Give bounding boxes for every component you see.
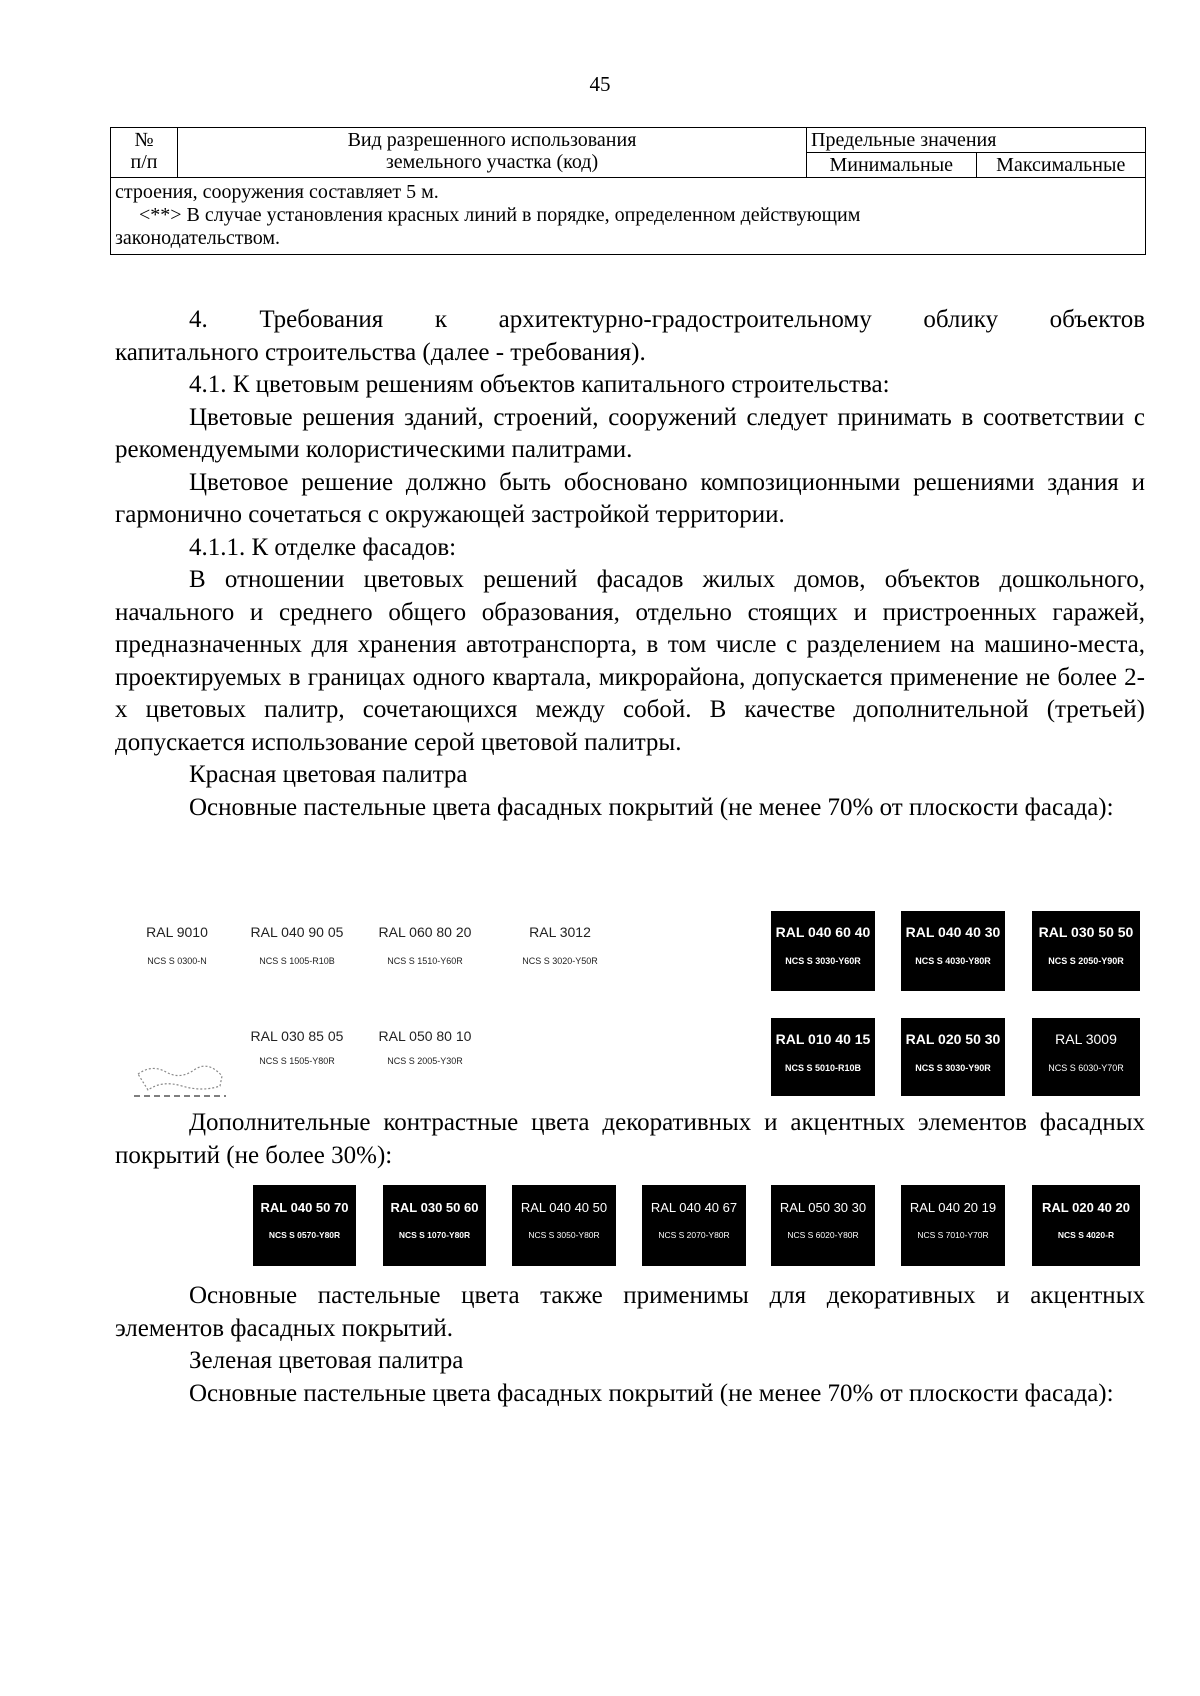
- paragraph-requirements-cont: капитального строительства (далее - требования).: [115, 338, 646, 366]
- swatch-main-7: RAL 030 50 50 NCS S 2050-Y90R: [1032, 911, 1140, 991]
- paragraph-green-pastel: Основные пастельные цвета фасадных покрытий (не менее 70% от плоскости фасада):: [189, 1379, 1114, 1407]
- swatch-main-2: RAL 040 90 05 NCS S 1005-R10B: [242, 923, 352, 983]
- swatch-main-3: RAL 060 80 20 NCS S 1510-Y60R: [370, 923, 480, 983]
- col-number-label-2: п/п: [130, 151, 158, 173]
- col-max-header: Максимальные: [976, 153, 1146, 178]
- col-limits-header: Предельные значения: [807, 128, 1146, 153]
- paragraph-facade-rules: В отношении цветовых решений фасадов жилых домов, объектов дошкольного, начального и среднего общего образования, отдельно стоящих и пристроенных гаражей, предназначенных для хранения автотранспорта, в том числе с разделением на машино-места, проектируемых в границах одного квартала, микрорайона, допускается применение не более 2-х цветовых палитр, сочетающихся между собой. В качестве дополнительной (третьей) допускается использование серой цветовой палитры.: [115, 566, 1145, 756]
- col-number-label: №: [134, 129, 154, 151]
- text-block-2: [115, 1107, 1145, 1172]
- faded-swatch-icon: [130, 1060, 230, 1100]
- paragraph-color-solutions: 4.1. К цветовым решениям объектов капитального строительства:: [189, 371, 890, 398]
- note-line-2: <**> В случае установления красных линий в порядке, определенном действующим: [139, 204, 861, 226]
- paragraph-color-palettes: Цветовые решения зданий, строений, сооружений следует принимать в соответствии с рекомендуемыми колористическими палитрами.: [115, 403, 1145, 463]
- swatch-main-6: RAL 040 40 30 NCS S 4030-Y80R: [901, 911, 1005, 991]
- swatch-main-10: RAL 010 40 15 NCS S 5010-R10B: [771, 1018, 875, 1096]
- table-note: [111, 178, 1146, 255]
- paragraph-main-pastel: Основные пастельные цвета фасадных покрытий (не менее 70% от плоскости фасада):: [189, 793, 1114, 821]
- col-min-header: Минимальные: [807, 153, 977, 178]
- text-block-1: [115, 304, 1145, 824]
- note-line-1: строения, сооружения составляет 5 м.: [115, 181, 439, 203]
- paragraph-pastel-also: Основные пастельные цвета также применимы для декоративных и акцентных элементов фасадных покрытий.: [115, 1282, 1145, 1342]
- heading-red-palette: Красная цветовая палитра: [189, 761, 468, 788]
- swatch-main-12: RAL 3009 NCS S 6030-Y70R: [1032, 1018, 1140, 1096]
- page-number: 45: [589, 72, 611, 96]
- swatch-accent-4: RAL 040 40 67 NCS S 2070-Y80R: [642, 1185, 746, 1266]
- swatch-accent-3: RAL 040 40 50 NCS S 3050-Y80R: [512, 1185, 616, 1266]
- paragraph-color-justification: Цветовое решение должно быть обосновано композиционными решениями здания и гармонично сочетаться с окружающей застройкой территории.: [115, 468, 1145, 528]
- col-type-header: [178, 128, 807, 178]
- heading-green-palette: Зеленая цветовая палитра: [189, 1347, 464, 1374]
- col-number-header: [111, 128, 178, 178]
- paragraph-accent-colors: Дополнительные контрастные цвета декоративных и акцентных элементов фасадных покрытий (не более 30%):: [115, 1109, 1145, 1169]
- swatch-main-1: RAL 9010 NCS S 0300-N: [127, 923, 227, 983]
- paragraph-requirements: 4. Требования к архитектурно-градостроительному облику объектов: [189, 306, 1145, 333]
- swatch-accent-1: RAL 040 50 70 NCS S 0570-Y80R: [253, 1185, 356, 1266]
- swatch-accent-7: RAL 020 40 20 NCS S 4020-R: [1032, 1185, 1140, 1266]
- swatch-accent-5: RAL 050 30 30 NCS S 6020-Y80R: [771, 1185, 875, 1266]
- col-type-label: Вид разрешенного использования: [347, 129, 637, 151]
- paragraph-facade-finish: 4.1.1. К отделке фасадов:: [189, 533, 457, 561]
- swatch-main-4: RAL 3012 NCS S 3020-Y50R: [500, 923, 620, 983]
- header-table: [110, 127, 1146, 255]
- swatch-main-8: RAL 030 85 05 NCS S 1505-Y80R: [242, 1027, 352, 1087]
- note-line-3: законодательством.: [115, 227, 281, 249]
- swatch-accent-2: RAL 030 50 60 NCS S 1070-Y80R: [383, 1185, 486, 1266]
- col-type-label-2: земельного участка (код): [385, 151, 599, 173]
- swatch-accent-6: RAL 040 20 19 NCS S 7010-Y70R: [901, 1185, 1005, 1266]
- swatch-main-9: RAL 050 80 10 NCS S 2005-Y30R: [370, 1027, 480, 1087]
- swatch-main-5: RAL 040 60 40 NCS S 3030-Y60R: [771, 911, 875, 991]
- swatch-main-11: RAL 020 50 30 NCS S 3030-Y90R: [901, 1018, 1005, 1096]
- text-block-3: [115, 1280, 1145, 1410]
